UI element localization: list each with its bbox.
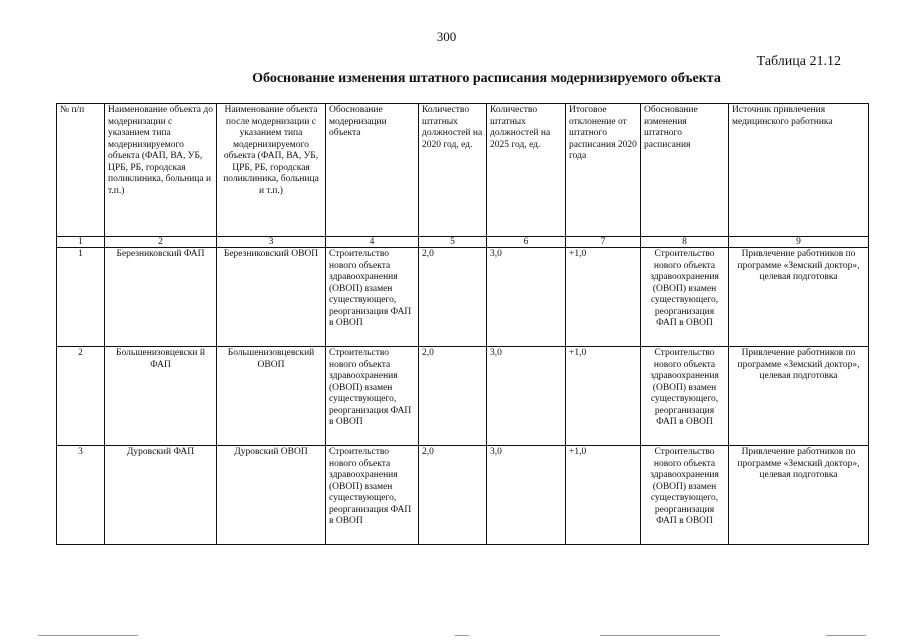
worker-source: Привлечение работников по программе «Земский доктор», целевая подготовка (729, 248, 869, 347)
scan-edge-line (826, 635, 866, 636)
table-label: Таблица 21.12 (756, 54, 841, 69)
column-number: 8 (641, 237, 729, 248)
object-before: Дуровский ФАП (105, 446, 217, 545)
header-cell-number: № п/п (57, 104, 105, 237)
column-number-row (57, 237, 869, 248)
column-number: 7 (566, 237, 641, 248)
header-cell-worker-source: Источник привлечения медицинского работника (729, 104, 869, 237)
staff-2020: 2,0 (419, 347, 487, 446)
column-number: 3 (217, 237, 326, 248)
header-cell-modernization-reason: Обоснование модернизации объекта (326, 104, 419, 237)
column-number: 5 (419, 237, 487, 248)
object-before: Березниковский ФАП (105, 248, 217, 347)
row-number: 2 (57, 347, 105, 446)
deviation: +1,0 (566, 446, 641, 545)
scan-edge-line (455, 635, 469, 636)
document-title: Обоснование изменения штатного расписания модернизируемого объекта (252, 71, 721, 86)
header-cell-deviation: Итоговое отклонение от штатного расписания 2020 года (566, 104, 641, 237)
scan-edge-line (38, 635, 138, 636)
staffing-reason: Строительство нового объекта здравоохранения (ОВОП) взамен существующего, реорганизация ФАП в ОВОП (641, 248, 729, 347)
table-row (57, 446, 869, 545)
worker-source: Привлечение работников по программе «Земский доктор», целевая подготовка (729, 347, 869, 446)
staffing-table (56, 103, 869, 545)
column-number: 6 (487, 237, 566, 248)
page-number: 300 (436, 29, 457, 44)
header-cell-staff-2020: Количество штатных должностей на 2020 год, ед. (419, 104, 487, 237)
deviation: +1,0 (566, 248, 641, 347)
header-cell-object-after: Наименование объекта после модернизации с указанием типа модернизируемого объекта (ФАП, ВА, УБ, ЦРБ, РБ, городская поликлиника, больница и т.п.) (217, 104, 326, 237)
column-number: 1 (57, 237, 105, 248)
staff-2025: 3,0 (487, 248, 566, 347)
staffing-reason: Строительство нового объекта здравоохранения (ОВОП) взамен существующего, реорганизация ФАП в ОВОП (641, 347, 729, 446)
row-number: 1 (57, 248, 105, 347)
object-after: Дуровский ОВОП (217, 446, 326, 545)
modernization-reason: Строительство нового объекта здравоохранения (ОВОП) взамен существующего, реорганизация ФАП в ОВОП (326, 347, 419, 446)
staffing-reason: Строительство нового объекта здравоохранения (ОВОП) взамен существующего, реорганизация ФАП в ОВОП (641, 446, 729, 545)
staff-2020: 2,0 (419, 446, 487, 545)
table-row (57, 248, 869, 347)
column-number: 4 (326, 237, 419, 248)
header-cell-object-before: Наименование объекта до модернизации с указанием типа модернизируемого объекта (ФАП, ВА, УБ, ЦРБ, РБ, городская поликлиника, больница и т.п.) (105, 104, 217, 237)
object-after: Большенизовцевский ОВОП (217, 347, 326, 446)
table-row (57, 347, 869, 446)
modernization-reason: Строительство нового объекта здравоохранения (ОВОП) взамен существующего, реорганизация ФАП в ОВОП (326, 248, 419, 347)
worker-source: Привлечение работников по программе «Земский доктор», целевая подготовка (729, 446, 869, 545)
staff-2025: 3,0 (487, 347, 566, 446)
scan-edge-line (600, 635, 720, 636)
header-cell-staffing-reason: Обоснование изменения штатного расписания (641, 104, 729, 237)
deviation: +1,0 (566, 347, 641, 446)
modernization-reason: Строительство нового объекта здравоохранения (ОВОП) взамен существующего, реорганизация ФАП в ОВОП (326, 446, 419, 545)
staff-2025: 3,0 (487, 446, 566, 545)
header-cell-staff-2025: Количество штатных должностей на 2025 год, ед. (487, 104, 566, 237)
object-before: Большенизовцевски й ФАП (105, 347, 217, 446)
row-number: 3 (57, 446, 105, 545)
column-number: 2 (105, 237, 217, 248)
header-row (57, 104, 869, 237)
column-number: 9 (729, 237, 869, 248)
staff-2020: 2,0 (419, 248, 487, 347)
object-after: Березниковский ОВОП (217, 248, 326, 347)
